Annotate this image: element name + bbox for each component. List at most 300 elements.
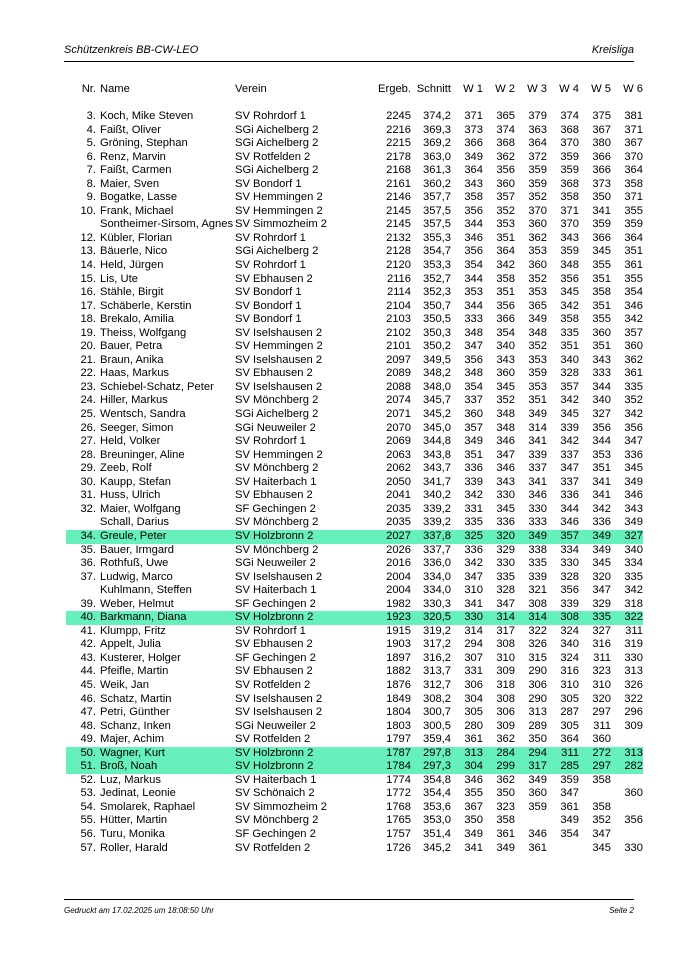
round-2-score-cell: 343 (496, 475, 515, 488)
table-row (66, 178, 643, 192)
average-cell: 352,3 (423, 286, 451, 299)
round-4-score-cell: 310 (560, 678, 579, 691)
round-1-score-cell: 355 (464, 787, 483, 800)
round-4-score-cell: 346 (560, 516, 579, 529)
round-2-score-cell: 362 (496, 773, 515, 786)
round-2-score-cell: 352 (496, 394, 515, 407)
average-cell: 343,8 (423, 448, 451, 461)
round-5-score-cell: 311 (593, 719, 611, 732)
shooter-name-cell: Stähle, Birgit (100, 286, 164, 299)
club-cell: SV Bondorf 1 (235, 177, 302, 190)
rank-cell: 20. (80, 340, 96, 353)
round-4-score-cell: 361 (560, 800, 579, 813)
total-score-cell: 2050 (386, 475, 411, 488)
club-cell: SV Ebhausen 2 (235, 665, 313, 678)
round-2-score-cell: 356 (496, 164, 515, 177)
round-6-score-cell: 356 (624, 421, 643, 434)
club-cell: SF Gechingen 2 (235, 597, 316, 610)
round-1-score-cell: 331 (464, 665, 483, 678)
average-cell: 334,0 (423, 570, 451, 583)
average-cell: 300,7 (423, 706, 451, 719)
round-4-score-cell: 342 (560, 299, 579, 312)
round-6-score-cell: 296 (624, 706, 643, 719)
total-score-cell: 2145 (386, 204, 411, 217)
club-cell: SV Iselshausen 2 (235, 692, 323, 705)
round-2-score-cell: 306 (496, 706, 515, 719)
shooter-name-cell: Bauer, Petra (100, 340, 163, 353)
round-3-score-cell: 360 (528, 787, 547, 800)
total-score-cell: 1915 (386, 624, 411, 637)
round-4-score-cell: 374 (560, 110, 579, 122)
club-cell: SV Schönaich 2 (235, 787, 315, 800)
results-table (66, 80, 643, 855)
club-cell: SV Iselshausen 2 (235, 380, 323, 393)
round-4-score-cell: 347 (560, 462, 579, 475)
round-4-score-cell: 368 (560, 123, 579, 136)
rank-cell: 13. (80, 245, 96, 258)
col-header-w6: W 6 (623, 83, 643, 95)
round-3-score-cell: 349 (528, 408, 547, 421)
round-5-score-cell: 355 (592, 259, 611, 272)
average-cell: 359,4 (423, 733, 451, 746)
round-1-score-cell: 354 (464, 259, 483, 272)
round-4-score-cell: 351 (560, 340, 579, 353)
round-5-score-cell: 351 (592, 272, 611, 285)
average-cell: 348,2 (423, 367, 451, 380)
round-3-score-cell: 314 (528, 421, 547, 434)
round-4-score-cell: 308 (547, 611, 579, 625)
round-4-score-cell: 348 (560, 259, 579, 272)
round-4-score-cell: 342 (560, 394, 579, 407)
shooter-name-cell: Theiss, Wolfgang (100, 326, 187, 339)
club-cell: SV Rotfelden 2 (235, 841, 311, 854)
table-row (66, 462, 643, 476)
club-cell: SV Mönchberg 2 (235, 516, 319, 529)
rank-cell: 34. (66, 530, 98, 544)
shooter-name-cell: Sontheimer-Sirsom, Agnes (100, 218, 234, 231)
round-5-score-cell: 358 (592, 286, 611, 299)
round-2-score-cell: 330 (496, 557, 515, 570)
average-cell: 297,8 (411, 747, 451, 761)
club-cell: SV Hemmingen 2 (235, 204, 323, 217)
shooter-name-cell: Bauer, Irmgard (100, 543, 174, 556)
rank-cell: 41. (80, 624, 96, 637)
round-2-score-cell: 299 (483, 760, 515, 774)
round-5-score-cell: 380 (592, 137, 611, 150)
round-1-score-cell: 304 (464, 692, 483, 705)
table-row (66, 151, 643, 165)
shooter-name-cell: Weber, Helmut (100, 597, 174, 610)
shooter-name-cell: Brekalo, Amilia (100, 313, 174, 326)
club-cell: SV Ebhausen 2 (235, 272, 313, 285)
shooter-name-cell: Frank, Michael (100, 204, 174, 217)
table-row (66, 611, 643, 625)
round-1-score-cell: 349 (464, 827, 483, 840)
average-cell: 374,2 (423, 110, 451, 122)
round-2-score-cell: 364 (496, 245, 515, 258)
average-cell: 351,4 (423, 827, 451, 840)
round-2-score-cell: 354 (496, 326, 515, 339)
round-3-score-cell: 353 (528, 353, 547, 366)
round-5-score-cell: 366 (592, 150, 611, 163)
total-score-cell: 1765 (386, 814, 411, 827)
shooter-name-cell: Kuhlmann, Steffen (100, 584, 192, 597)
round-2-score-cell: 347 (496, 597, 515, 610)
table-row (66, 652, 643, 666)
shooter-name-cell: Hütter, Martin (100, 814, 168, 827)
shooter-name-cell: Bäuerle, Nico (100, 245, 168, 258)
total-score-cell: 2070 (386, 421, 411, 434)
rank-cell: 48. (80, 719, 96, 732)
round-2-score-cell: 320 (483, 530, 515, 544)
round-4-score-cell: 347 (560, 787, 579, 800)
round-5-score-cell: 360 (592, 326, 611, 339)
round-4-score-cell: 359 (560, 150, 579, 163)
round-4-score-cell: 334 (560, 543, 579, 556)
table-row (66, 205, 643, 219)
round-3-score-cell: 348 (528, 326, 547, 339)
round-4-score-cell: 349 (560, 814, 579, 827)
round-1-score-cell: 306 (464, 678, 483, 691)
round-2-score-cell: 310 (496, 651, 515, 664)
round-6-score-cell: 346 (624, 489, 643, 502)
table-row (66, 760, 643, 774)
round-6-score-cell: 330 (624, 841, 643, 854)
round-3-score-cell: 360 (528, 259, 547, 272)
average-cell: 339,2 (423, 502, 451, 515)
round-2-score-cell: 348 (496, 421, 515, 434)
round-3-score-cell: 370 (528, 204, 547, 217)
club-cell: SV Holzbronn 2 (235, 747, 373, 761)
round-4-score-cell: 285 (547, 760, 579, 774)
average-cell: 349,5 (423, 353, 451, 366)
average-cell: 350,5 (423, 313, 451, 326)
round-1-score-cell: 304 (451, 760, 483, 774)
round-4-score-cell: 345 (560, 408, 579, 421)
round-4-score-cell: 336 (560, 489, 579, 502)
round-4-score-cell: 356 (560, 272, 579, 285)
round-1-score-cell: 347 (464, 340, 483, 353)
round-6-score-cell (611, 774, 643, 788)
col-header-nr: Nr. (81, 83, 96, 95)
round-2-score-cell: 365 (496, 110, 515, 122)
table-row (66, 706, 643, 720)
round-6-score-cell: 335 (624, 570, 643, 583)
rank-cell: 21. (80, 353, 96, 366)
average-cell: 339,2 (423, 516, 451, 529)
round-4-score-cell: 287 (560, 706, 579, 719)
club-cell: SV Iselshausen 2 (235, 706, 323, 719)
average-cell: 361,3 (423, 164, 451, 177)
round-4-score-cell: 354 (560, 827, 579, 840)
table-row (66, 449, 643, 463)
col-header-verein: Verein (235, 83, 267, 95)
round-3-score-cell: 341 (528, 475, 547, 488)
round-5-score-cell: 333 (592, 367, 611, 380)
round-3-score-cell: 349 (515, 530, 547, 544)
round-5-score-cell: 336 (592, 516, 611, 529)
round-5-score-cell: 375 (592, 110, 611, 122)
round-5-score-cell: 356 (592, 421, 611, 434)
round-5-score-cell: 311 (593, 651, 611, 664)
shooter-name-cell: Appelt, Julia (100, 638, 161, 651)
club-cell: SV Holzbronn 2 (235, 611, 373, 625)
club-cell: SV Ebhausen 2 (235, 489, 313, 502)
round-3-score-cell: 352 (528, 340, 547, 353)
rank-cell: 29. (80, 462, 96, 475)
round-4-score-cell: 305 (560, 719, 579, 732)
rank-cell: 42. (80, 638, 96, 651)
rank-cell: 4. (86, 123, 96, 136)
club-cell: SV Haiterbach 1 (235, 475, 317, 488)
round-6-score-cell (611, 733, 643, 747)
table-row (66, 787, 643, 801)
round-6-score-cell: 355 (624, 272, 643, 285)
average-cell: 357,5 (423, 218, 451, 231)
round-1-score-cell: 344 (464, 218, 483, 231)
round-4-score-cell: 328 (560, 367, 579, 380)
round-1-score-cell: 346 (464, 773, 483, 786)
round-6-score-cell: 364 (624, 164, 643, 177)
round-5-score-cell: 327 (592, 624, 611, 637)
table-row (66, 354, 643, 368)
table-header-row (66, 80, 643, 98)
rank-cell: 52. (80, 773, 96, 786)
table-row (66, 164, 643, 178)
club-cell: SV Bondorf 1 (235, 313, 302, 326)
rank-cell: 54. (80, 800, 96, 813)
round-6-score-cell (611, 828, 643, 842)
shooter-name-cell: Wagner, Kurt (98, 747, 235, 761)
round-5-score-cell: 340 (592, 394, 611, 407)
round-5-score-cell: 351 (592, 299, 611, 312)
round-4-score-cell: 337 (560, 448, 579, 461)
round-5-score-cell: 358 (592, 773, 611, 786)
rank-cell: 19. (80, 326, 96, 339)
club-cell: SV Rotfelden 2 (235, 678, 311, 691)
round-6-score-cell: 342 (624, 408, 643, 421)
shooter-name-cell: Faißt, Oliver (100, 123, 161, 136)
round-4-score-cell: 339 (560, 597, 579, 610)
round-3-score-cell: 350 (528, 733, 547, 746)
round-6-score-cell: 326 (624, 678, 643, 691)
round-3-score-cell: 321 (528, 584, 547, 597)
round-2-score-cell: 350 (496, 787, 515, 800)
round-4-score-cell: 340 (560, 353, 579, 366)
round-2-score-cell: 328 (496, 584, 515, 597)
round-2-score-cell: 330 (496, 489, 515, 502)
round-4-score-cell: 358 (560, 191, 579, 204)
table-row (66, 544, 643, 558)
average-cell: 357,7 (423, 191, 451, 204)
shooter-name-cell: Faißt, Carmen (100, 164, 172, 177)
average-cell: 354,7 (423, 245, 451, 258)
table-row (66, 313, 643, 327)
round-3-score-cell: 339 (528, 570, 547, 583)
round-1-score-cell: 371 (464, 110, 483, 122)
total-score-cell: 1772 (386, 787, 411, 800)
round-1-score-cell: 280 (464, 719, 483, 732)
round-3-score-cell: 353 (528, 380, 547, 393)
table-row (66, 300, 643, 314)
round-2-score-cell: 356 (496, 299, 515, 312)
shooter-name-cell: Schiebel-Schatz, Peter (100, 380, 214, 393)
average-cell: 345,7 (423, 394, 451, 407)
results-body (66, 110, 643, 855)
club-cell: SGi Aichelberg 2 (235, 245, 319, 258)
table-row (66, 422, 643, 436)
round-1-score-cell: 373 (464, 123, 483, 136)
table-row (66, 435, 643, 449)
shooter-name-cell: Schatz, Martin (100, 692, 172, 705)
total-score-cell: 2116 (386, 272, 411, 285)
round-6-score-cell: 342 (624, 584, 643, 597)
round-3-score-cell: 337 (528, 462, 547, 475)
round-1-score-cell: 307 (464, 651, 483, 664)
total-score-cell: 2132 (386, 231, 411, 244)
round-5-score-cell: 350 (592, 191, 611, 204)
round-4-score-cell: 368 (560, 177, 579, 190)
table-row (66, 747, 643, 761)
total-score-cell: 2128 (386, 245, 411, 258)
total-score-cell: 2178 (386, 150, 411, 163)
round-6-score-cell: 313 (624, 665, 643, 678)
round-5-score-cell: 342 (592, 502, 611, 515)
round-3-score-cell: 359 (528, 164, 547, 177)
table-row (66, 625, 643, 639)
rank-cell: 39. (80, 597, 96, 610)
round-1-score-cell: 336 (464, 543, 483, 556)
round-5-score-cell: 366 (592, 231, 611, 244)
col-header-name: Name (100, 83, 130, 95)
round-5-score-cell: 341 (592, 475, 611, 488)
round-1-score-cell: 348 (464, 326, 483, 339)
footer-divider (64, 899, 634, 900)
round-4-score-cell: 364 (560, 733, 579, 746)
rank-cell: 35. (80, 543, 96, 556)
total-score-cell: 2245 (386, 110, 411, 122)
round-1-score-cell: 339 (464, 475, 483, 488)
club-cell: SV Rohrdorf 1 (235, 259, 306, 272)
club-cell: SV Simmozheim 2 (235, 800, 328, 813)
rank-cell: 9. (86, 191, 96, 204)
round-4-score-cell: 305 (560, 692, 579, 705)
round-2-score-cell: 323 (496, 800, 515, 813)
table-row (66, 286, 643, 300)
round-5-score-cell: 373 (592, 177, 611, 190)
round-1-score-cell: 310 (464, 584, 483, 597)
round-3-score-cell: 322 (528, 624, 547, 637)
table-row (66, 367, 643, 381)
col-header-ergebnis: Ergeb. (378, 83, 411, 95)
average-cell: 355,3 (423, 231, 451, 244)
round-3-score-cell: 349 (528, 773, 547, 786)
table-row (66, 259, 643, 273)
rank-cell: 14. (80, 259, 96, 272)
round-1-score-cell: 346 (464, 231, 483, 244)
table-row (66, 638, 643, 652)
club-cell: SV Bondorf 1 (235, 299, 302, 312)
round-6-score-cell: 311 (625, 624, 643, 637)
shooter-name-cell: Held, Jürgen (100, 259, 164, 272)
round-1-score-cell: 331 (464, 502, 483, 515)
round-4-score-cell: 344 (560, 502, 579, 515)
rank-cell: 25. (80, 408, 96, 421)
rank-cell: 53. (80, 787, 96, 800)
round-1-score-cell: 336 (464, 462, 483, 475)
round-3-score-cell: 359 (528, 177, 547, 190)
round-5-score-cell: 358 (592, 800, 611, 813)
shooter-name-cell: Kusterer, Holger (100, 651, 181, 664)
table-row (66, 110, 643, 124)
round-5-score-cell: 345 (592, 841, 611, 854)
shooter-name-cell: Zeeb, Rolf (100, 462, 152, 475)
table-row (66, 394, 643, 408)
round-3-score-cell: 364 (528, 137, 547, 150)
club-cell: SGi Neuweiler 2 (235, 421, 316, 434)
round-1-score-cell: 350 (464, 814, 483, 827)
total-score-cell: 2089 (386, 367, 411, 380)
total-score-cell: 2103 (386, 313, 411, 326)
round-3-score-cell: 306 (528, 678, 547, 691)
club-cell: SF Gechingen 2 (235, 651, 316, 664)
shooter-name-cell: Luz, Markus (100, 773, 161, 786)
average-cell: 348,0 (423, 380, 451, 393)
table-row (66, 693, 643, 707)
table-row (66, 408, 643, 422)
average-cell: 354,8 (423, 773, 451, 786)
total-score-cell: 2035 (386, 502, 411, 515)
club-cell: SV Hemmingen 2 (235, 340, 323, 353)
round-1-score-cell: 343 (464, 177, 483, 190)
rank-cell: 27. (80, 435, 96, 448)
rank-cell: 55. (80, 814, 96, 827)
round-5-score-cell: 297 (592, 706, 611, 719)
round-4-score-cell: 330 (560, 557, 579, 570)
round-5-score-cell: 345 (592, 557, 611, 570)
round-1-score-cell: 351 (464, 448, 483, 461)
total-score-cell: 2041 (386, 489, 411, 502)
club-cell: SV Ebhausen 2 (235, 638, 313, 651)
shooter-name-cell: Gröning, Stephan (100, 137, 188, 150)
shooter-name-cell: Koch, Mike Steven (100, 110, 194, 122)
round-6-score-cell: 335 (624, 380, 643, 393)
round-1-score-cell: 364 (464, 164, 483, 177)
round-1-score-cell: 367 (464, 800, 483, 813)
club-cell: SGi Neuweiler 2 (235, 719, 316, 732)
shooter-name-cell: Wentsch, Sandra (100, 408, 186, 421)
round-3-score-cell: 330 (528, 502, 547, 515)
average-cell: 330,3 (423, 597, 451, 610)
round-2-score-cell: 329 (496, 543, 515, 556)
page-number: Seite 2 (609, 906, 634, 915)
average-cell: 363,0 (423, 150, 451, 163)
shooter-name-cell: Petri, Günther (100, 706, 170, 719)
rank-cell: 43. (80, 651, 96, 664)
round-4-score-cell: 335 (560, 326, 579, 339)
round-2-score-cell: 309 (496, 665, 515, 678)
round-2-score-cell: 366 (496, 313, 515, 326)
round-5-score-cell: 327 (592, 408, 611, 421)
total-score-cell: 1787 (373, 747, 411, 761)
total-score-cell: 1757 (386, 827, 411, 840)
round-2-score-cell: 357 (496, 191, 515, 204)
round-5-score-cell: 323 (592, 665, 611, 678)
round-2-score-cell: 346 (496, 435, 515, 448)
round-2-score-cell: 351 (496, 286, 515, 299)
round-6-score-cell: 334 (624, 557, 643, 570)
rank-cell (66, 218, 98, 232)
